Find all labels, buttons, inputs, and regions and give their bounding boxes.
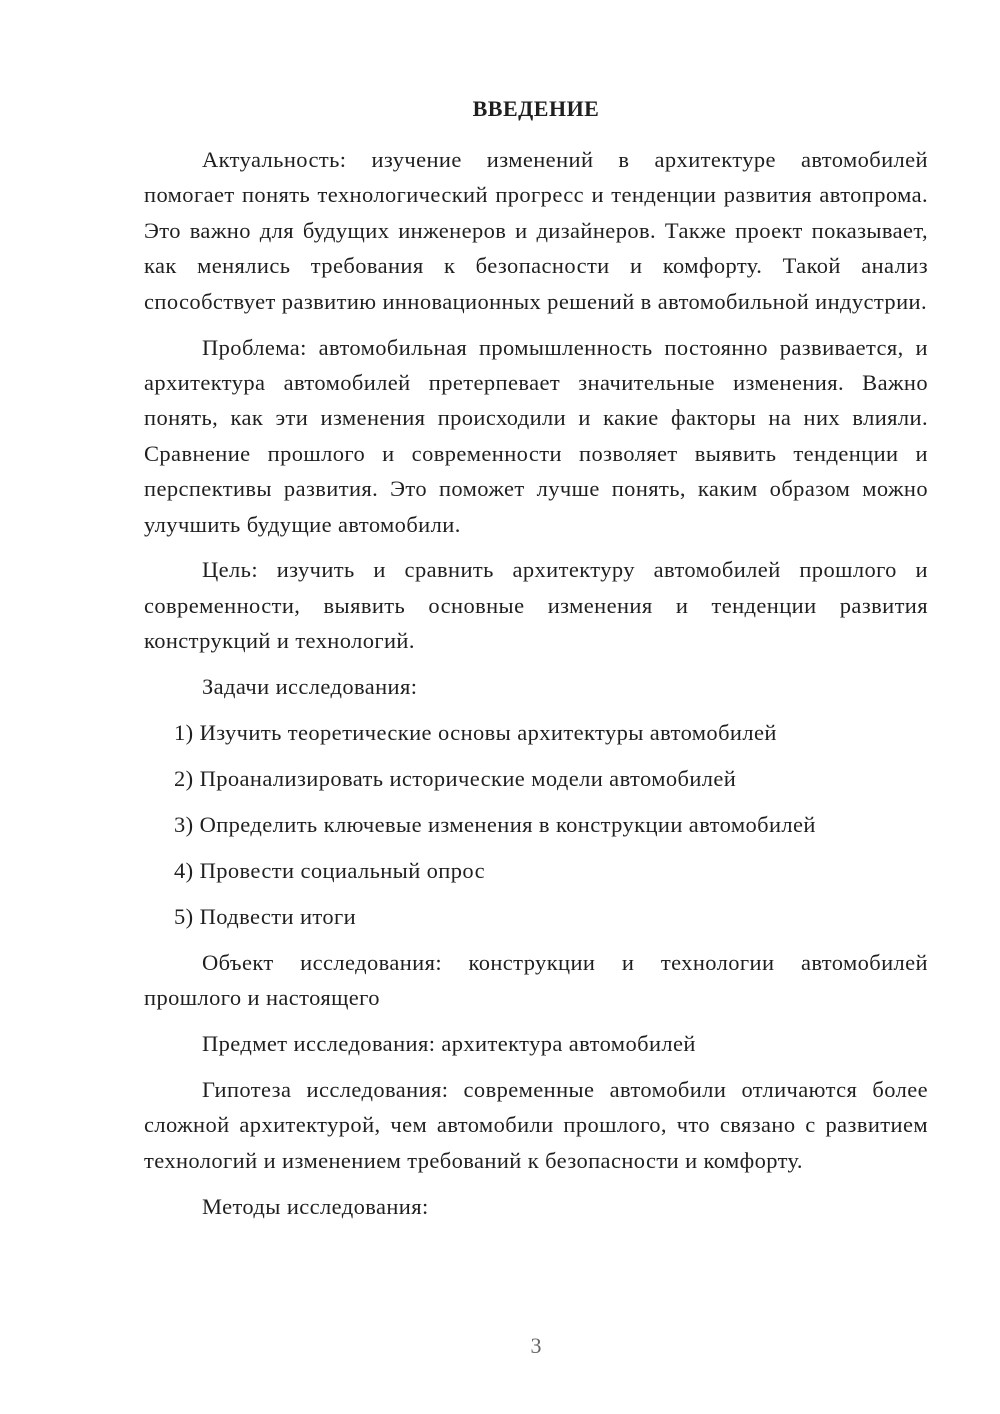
paragraph-object: Объект исследования: конструкции и технологии автомобилей прошлого и настоящего [144, 949, 928, 1011]
list-item: 1) Изучить теоретические основы архитектуры автомобилей [174, 720, 777, 746]
tasks-list [144, 715, 928, 934]
list-item: 3) Определить ключевые изменения в конструкции автомобилей [174, 811, 816, 837]
page-heading: ВВЕДЕНИЕ [472, 96, 600, 121]
paragraph-problem: Проблема: автомобильная промышленность постоянно развивается, и архитектура автомобилей претерпевает значительные изменения. Важно понять, как эти изменения происходили и какие факторы на них влияли. Сравнение прошлого и современности позволяет выявить тенденции и перспективы развития. Это поможет лучше понять, каким образом можно улучшить будущие автомобили. [144, 334, 928, 537]
paragraph-goal: Цель: изучить и сравнить архитектуру автомобилей прошлого и современности, выявить основные изменения и тенденции развития конструкций и технологий. [144, 557, 928, 654]
paragraph-tasks-heading: Задачи исследования: [202, 674, 418, 700]
paragraph-hypothesis: Гипотеза исследования: современные автомобили отличаются более сложной архитектурой, чем автомобили прошлого, что связано с развитием технологий и изменением требований к безопасности и комфорту. [144, 1076, 928, 1173]
document-body [144, 142, 928, 1234]
list-item: 4) Провести социальный опрос [174, 857, 485, 883]
paragraph-methods: Методы исследования: [202, 1193, 429, 1219]
list-item: 2) Проанализировать исторические модели автомобилей [174, 766, 737, 791]
paragraph-relevance: Актуальность: изучение изменений в архитектуре автомобилей помогает понять технологический прогресс и тенденции развития автопрома. Это важно для будущих инженеров и дизайнеров. Также проект показывает, как менялись требования к безопасности и комфорту. Такой анализ способствует развитию инновационных решений в автомобильной индустрии. [144, 147, 928, 314]
paragraph-subject: Предмет исследования: архитектура автомобилей [202, 1030, 696, 1056]
list-item: 5) Подвести итоги [174, 903, 357, 929]
page-number: 3 [530, 1333, 542, 1358]
